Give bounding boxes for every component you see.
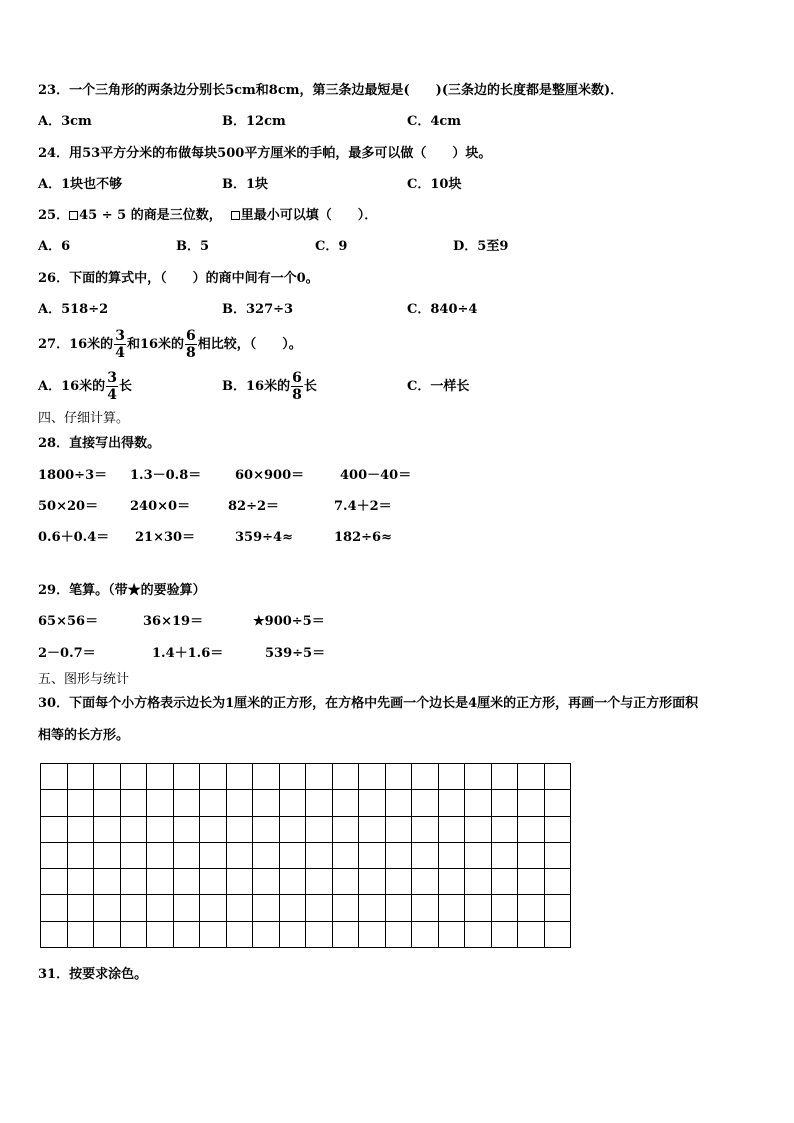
grid-cell[interactable]	[253, 869, 280, 895]
grid-cell[interactable]	[147, 817, 174, 843]
grid-cell[interactable]	[253, 895, 280, 921]
grid-cell[interactable]	[174, 817, 201, 843]
grid-cell[interactable]	[333, 922, 360, 948]
fraction-3-4: $\frac{3}{4}$	[115, 328, 125, 361]
q23-option-a[interactable]: A．3cm	[38, 114, 92, 129]
question-30-line-2: 相等的长方形。	[38, 728, 130, 743]
section-5-heading: 五、图形与统计	[38, 672, 130, 687]
grid-cell[interactable]	[68, 764, 95, 790]
grid-cell[interactable]	[121, 764, 148, 790]
question-26: 26．下面的算式中，（ ）的商中间有一个0。	[38, 271, 319, 286]
q23-option-b[interactable]: B．12cm	[222, 114, 286, 129]
grid-cell[interactable]	[280, 895, 307, 921]
grid-cell[interactable]	[545, 843, 572, 869]
grid-cell[interactable]	[121, 843, 148, 869]
grid-cell[interactable]	[121, 790, 148, 816]
blank-box-icon	[69, 211, 78, 220]
grid-cell[interactable]	[41, 817, 68, 843]
grid-cell[interactable]	[465, 922, 492, 948]
grid-cell[interactable]	[174, 922, 201, 948]
grid-cell[interactable]	[68, 869, 95, 895]
fraction-6-8: $\frac{6}{8}$	[292, 370, 302, 403]
grid-cell[interactable]	[200, 922, 227, 948]
grid-cell[interactable]	[333, 843, 360, 869]
grid-cell[interactable]	[174, 790, 201, 816]
calc-item: 1.4＋1.6＝	[152, 646, 224, 661]
grid-cell[interactable]	[545, 895, 572, 921]
grid-cell[interactable]	[386, 895, 413, 921]
grid-cell[interactable]	[227, 869, 254, 895]
grid-cell[interactable]	[439, 843, 466, 869]
grid-cell[interactable]	[94, 843, 121, 869]
q27-text-3: 相比较，（ ）。	[197, 337, 302, 352]
grid-cell[interactable]	[121, 869, 148, 895]
calc-item: 240×0＝	[130, 499, 191, 514]
calc-item: 2－0.7＝	[38, 646, 96, 661]
grid-cell[interactable]	[147, 790, 174, 816]
q25-text2: 里最小可以填（ ）．	[240, 208, 378, 223]
q24-option-a[interactable]: A．1块也不够	[38, 177, 123, 192]
grid-cell[interactable]	[227, 790, 254, 816]
grid-cell[interactable]	[41, 895, 68, 921]
grid-cell[interactable]	[333, 790, 360, 816]
grid-cell[interactable]	[280, 922, 307, 948]
grid-cell[interactable]	[306, 817, 333, 843]
grid-cell[interactable]	[280, 869, 307, 895]
grid-cell[interactable]	[280, 843, 307, 869]
grid-cell[interactable]	[518, 790, 545, 816]
grid-cell[interactable]	[545, 764, 572, 790]
q25-option-c[interactable]: C．9	[315, 239, 348, 254]
calc-item: 82÷2＝	[228, 499, 280, 514]
q24-option-c[interactable]: C．10块	[407, 177, 462, 192]
grid-cell[interactable]	[121, 922, 148, 948]
grid-cell[interactable]	[412, 817, 439, 843]
grid-cell[interactable]	[386, 843, 413, 869]
q24-option-b[interactable]: B．1块	[222, 177, 269, 192]
grid-cell[interactable]	[465, 790, 492, 816]
grid-cell[interactable]	[386, 817, 413, 843]
grid-cell[interactable]	[333, 895, 360, 921]
grid-cell[interactable]	[545, 817, 572, 843]
q25-option-b[interactable]: B．5	[176, 239, 210, 254]
calc-item: 1.3－0.8＝	[130, 468, 202, 483]
grid-cell[interactable]	[492, 869, 519, 895]
grid-cell[interactable]	[94, 817, 121, 843]
grid-cell[interactable]	[492, 764, 519, 790]
grid-cell[interactable]	[94, 922, 121, 948]
grid-cell[interactable]	[518, 764, 545, 790]
q25-option-d[interactable]: D．5至9	[453, 239, 509, 254]
grid-cell[interactable]	[492, 922, 519, 948]
grid-cell[interactable]	[465, 764, 492, 790]
q26-option-a[interactable]: A．518÷2	[38, 302, 109, 317]
grid-cell[interactable]	[333, 869, 360, 895]
grid-cell[interactable]	[518, 817, 545, 843]
grid-cell[interactable]	[174, 843, 201, 869]
grid-cell[interactable]	[386, 764, 413, 790]
grid-cell[interactable]	[412, 764, 439, 790]
grid-cells[interactable]	[40, 763, 571, 948]
grid-cell[interactable]	[306, 895, 333, 921]
q26-option-c[interactable]: C．840÷4	[407, 302, 478, 317]
grid-cell[interactable]	[227, 843, 254, 869]
q25-text: 45 ÷ 5 的商是三位数，	[79, 208, 222, 223]
grid-cell[interactable]	[412, 895, 439, 921]
question-23: 23．一个三角形的两条边分别长5cm和8cm，第三条边最短是( )(三条边的长度都是整厘米数)．	[38, 83, 624, 98]
grid-cell[interactable]	[465, 843, 492, 869]
grid-cell[interactable]	[359, 922, 386, 948]
grid-cell[interactable]	[41, 790, 68, 816]
grid-cell[interactable]	[465, 817, 492, 843]
grid-cell[interactable]	[94, 790, 121, 816]
calc-item: 21×30＝	[135, 530, 196, 545]
grid-cell[interactable]	[68, 895, 95, 921]
grid-cell[interactable]	[359, 764, 386, 790]
grid-cell[interactable]	[492, 895, 519, 921]
grid-cell[interactable]	[439, 764, 466, 790]
grid-cell[interactable]	[200, 817, 227, 843]
grid-cell[interactable]	[227, 895, 254, 921]
question-24: 24．用53平方分米的布做每块500平方厘米的手帕，最多可以做（ ）块。	[38, 146, 492, 161]
grid-cell[interactable]	[200, 895, 227, 921]
q27-text-1: 27．16米的	[38, 337, 114, 352]
grid-cell[interactable]	[439, 790, 466, 816]
grid-cell[interactable]	[94, 764, 121, 790]
grid-cell[interactable]	[147, 869, 174, 895]
grid-cell[interactable]	[359, 790, 386, 816]
grid-cell[interactable]	[253, 764, 280, 790]
grid-cell[interactable]	[147, 922, 174, 948]
grid-cell[interactable]	[147, 764, 174, 790]
grid-cell[interactable]	[121, 817, 148, 843]
grid-cell[interactable]	[545, 790, 572, 816]
q26-option-b[interactable]: B．327÷3	[222, 302, 294, 317]
grid-cell[interactable]	[68, 843, 95, 869]
grid-cell[interactable]	[545, 922, 572, 948]
grid-cell[interactable]	[253, 843, 280, 869]
grid-cell[interactable]	[200, 764, 227, 790]
calc-item: ★900÷5＝	[253, 614, 325, 629]
grid-cell[interactable]	[386, 922, 413, 948]
blank-box-icon	[231, 211, 240, 220]
calc-item: 50×20＝	[38, 499, 99, 514]
grid-cell[interactable]	[412, 869, 439, 895]
grid-cell[interactable]	[121, 895, 148, 921]
calc-item: 65×56＝	[38, 614, 99, 629]
grid-cell[interactable]	[147, 843, 174, 869]
grid-cell[interactable]	[68, 817, 95, 843]
grid-cell[interactable]	[280, 790, 307, 816]
grid-cell[interactable]	[359, 843, 386, 869]
calc-item: 359÷4≈	[235, 530, 293, 545]
grid-cell[interactable]	[253, 922, 280, 948]
grid-cell[interactable]	[227, 922, 254, 948]
grid-cell[interactable]	[280, 764, 307, 790]
grid-cell[interactable]	[412, 843, 439, 869]
grid-cell[interactable]	[200, 869, 227, 895]
q25-number: 25．	[38, 208, 70, 223]
grid-cell[interactable]	[253, 817, 280, 843]
grid-cell[interactable]	[492, 817, 519, 843]
q25-option-a[interactable]: A．6	[38, 239, 71, 254]
question-27	[38, 327, 302, 363]
q23-option-c[interactable]: C．4cm	[407, 114, 462, 129]
grid-cell[interactable]	[465, 869, 492, 895]
fraction-3-4: $\frac{3}{4}$	[107, 370, 117, 403]
grid-cell[interactable]	[333, 817, 360, 843]
grid-cell[interactable]	[174, 764, 201, 790]
q27-option-a[interactable]: A．16米的 $\frac{3}{4}$ 长	[38, 370, 132, 403]
calc-item: 36×19＝	[143, 614, 204, 629]
grid-cell[interactable]	[68, 790, 95, 816]
calc-item: 7.4＋2＝	[334, 499, 392, 514]
calc-item: 182÷6≈	[334, 530, 392, 545]
question-30-line-1: 30．下面每个小方格表示边长为1厘米的正方形，在方格中先画一个边长是4厘米的正方形，再画一个与正方形面积	[38, 696, 699, 711]
calc-item: 1800÷3＝	[38, 468, 108, 483]
grid-cell[interactable]	[174, 895, 201, 921]
grid-cell[interactable]	[333, 764, 360, 790]
grid-cell[interactable]	[412, 922, 439, 948]
calc-item: 60×900＝	[235, 468, 305, 483]
question-25	[38, 207, 377, 225]
calc-item: 0.6＋0.4＝	[38, 530, 110, 545]
grid-cell[interactable]	[94, 895, 121, 921]
calc-item: 539÷5＝	[265, 646, 326, 661]
fraction-6-8: $\frac{6}{8}$	[186, 328, 196, 361]
grid-cell[interactable]	[94, 869, 121, 895]
grid-cell[interactable]	[518, 843, 545, 869]
grid-cell[interactable]	[386, 869, 413, 895]
question-29: 29．笔算。（带★的要验算）	[38, 583, 206, 598]
grid-cell[interactable]	[174, 869, 201, 895]
grid-cell[interactable]	[306, 764, 333, 790]
grid-cell[interactable]	[200, 790, 227, 816]
grid-cell[interactable]	[41, 922, 68, 948]
grid-cell[interactable]	[545, 869, 572, 895]
grid-cell[interactable]	[253, 790, 280, 816]
grid-cell[interactable]	[41, 869, 68, 895]
calc-item: 400－40＝	[340, 468, 412, 483]
grid-cell[interactable]	[492, 790, 519, 816]
question-28: 28．直接写出得数。	[38, 436, 161, 451]
grid-cell[interactable]	[518, 869, 545, 895]
grid-cell[interactable]	[306, 790, 333, 816]
grid-cell[interactable]	[412, 790, 439, 816]
q27-text-2: 和16米的	[126, 337, 185, 352]
grid-cell[interactable]	[68, 922, 95, 948]
square-grid[interactable]	[40, 763, 571, 948]
grid-cell[interactable]	[518, 922, 545, 948]
grid-cell[interactable]	[386, 790, 413, 816]
grid-cell[interactable]	[306, 922, 333, 948]
section-4-heading: 四、仔细计算。	[38, 411, 130, 426]
grid-cell[interactable]	[306, 869, 333, 895]
grid-cell[interactable]	[439, 922, 466, 948]
q27-option-b[interactable]: B．16米的 $\frac{6}{8}$ 长	[222, 370, 317, 403]
grid-cell[interactable]	[200, 843, 227, 869]
grid-cell[interactable]	[280, 817, 307, 843]
grid-cell[interactable]	[518, 895, 545, 921]
grid-cell[interactable]	[41, 764, 68, 790]
grid-cell[interactable]	[227, 764, 254, 790]
grid-cell[interactable]	[359, 817, 386, 843]
grid-cell[interactable]	[492, 843, 519, 869]
grid-cell[interactable]	[359, 895, 386, 921]
grid-cell[interactable]	[227, 817, 254, 843]
grid-cell[interactable]	[465, 895, 492, 921]
grid-cell[interactable]	[41, 843, 68, 869]
question-31: 31．按要求涂色。	[38, 967, 148, 982]
grid-cell[interactable]	[439, 817, 466, 843]
q27-option-c[interactable]: C．一样长	[407, 379, 470, 394]
grid-cell[interactable]	[147, 895, 174, 921]
grid-cell[interactable]	[359, 869, 386, 895]
grid-cell[interactable]	[439, 895, 466, 921]
grid-cell[interactable]	[306, 843, 333, 869]
grid-cell[interactable]	[439, 869, 466, 895]
